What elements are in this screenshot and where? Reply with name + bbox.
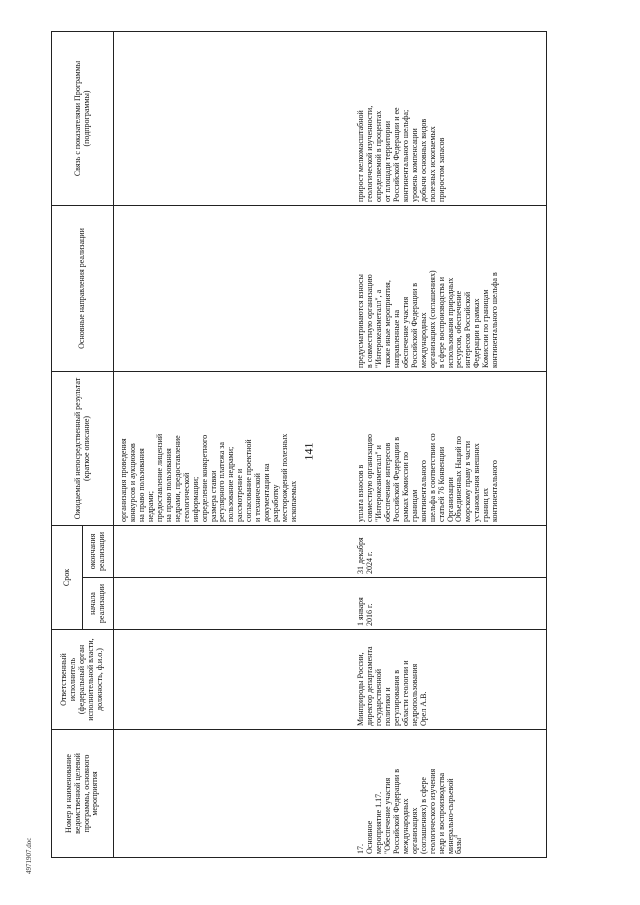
table-row-continuation bbox=[114, 31, 352, 857]
link-line: геологической изученности, bbox=[364, 105, 374, 202]
link-line: добычи основных видов bbox=[418, 118, 428, 202]
header-responsible-executor: Ответственный исполнитель (федеральный орган исполнительной власти, должность, ф.и.о.) bbox=[52, 630, 114, 730]
executor-line: Орел А.В. bbox=[418, 691, 428, 726]
start-date-line: 2016 г. bbox=[364, 603, 374, 626]
result-line: совместную организацию bbox=[364, 434, 374, 522]
name-line: организациях bbox=[409, 807, 419, 854]
header-term: Срок bbox=[52, 525, 83, 629]
cont-cell-end bbox=[114, 525, 352, 577]
header-expected-result: Ожидаемый непосредственный результат (краткое описание) bbox=[52, 371, 114, 525]
directions-line: "Интерокеанметалл", а bbox=[373, 289, 383, 368]
result-line: организация проведения bbox=[119, 438, 128, 522]
directions-line: в совместную организацию bbox=[364, 274, 374, 368]
result-line: уплата взносов в bbox=[356, 464, 365, 522]
row17-cell-directions bbox=[351, 205, 547, 371]
result-line: пользование недрами; bbox=[226, 446, 236, 522]
directions-line: обеспечение участия bbox=[400, 296, 410, 368]
result-line: установления внешних bbox=[472, 443, 482, 522]
result-line: рамках Комиссии по bbox=[400, 451, 410, 522]
executor-line: регулирования в bbox=[391, 670, 401, 726]
name-line: недр и воспроизводства bbox=[436, 772, 446, 854]
link-line: от площади территории bbox=[382, 120, 392, 202]
name-line: "Обеспечение участия bbox=[382, 777, 392, 854]
cont-cell-start bbox=[114, 578, 352, 630]
name-line: (соглашениях) в сфере bbox=[418, 777, 428, 854]
result-line: определение конкретного bbox=[199, 434, 209, 522]
result-line: Российской Федерации в bbox=[391, 437, 401, 522]
result-line: месторождений полезных bbox=[280, 433, 290, 522]
result-line: обеспечение интересов bbox=[382, 442, 392, 522]
row17-cell-result bbox=[351, 371, 547, 525]
link-line: Российской Федерации и ее bbox=[391, 107, 401, 202]
result-line: Объединенных Наций по bbox=[454, 436, 464, 522]
cont-cell-name bbox=[114, 730, 352, 858]
header-link-indicators: Связь с показателями Программы (подпрограммы) bbox=[52, 31, 114, 205]
name-line: Основное bbox=[364, 820, 374, 854]
header-term-end: окончания реализации bbox=[83, 525, 114, 577]
result-line: ископаемых bbox=[289, 480, 299, 522]
executor-line: области геологии и bbox=[400, 660, 410, 726]
row17-cell-start bbox=[351, 578, 547, 630]
cont-cell-executor bbox=[114, 630, 352, 730]
result-line: предоставление лицензий bbox=[154, 433, 164, 522]
result-line: Организации bbox=[445, 477, 455, 522]
result-line: континентального bbox=[418, 460, 428, 522]
cont-cell-directions bbox=[114, 205, 352, 371]
result-line: рассмотрение и bbox=[235, 468, 245, 522]
result-line: и технической bbox=[253, 473, 263, 522]
result-line: границ их bbox=[481, 488, 491, 522]
result-line: статьей 76 Конвенции bbox=[436, 446, 446, 522]
table-row-17 bbox=[351, 31, 547, 857]
page-number: 141 bbox=[301, 442, 316, 461]
directions-line: направленные на bbox=[391, 309, 401, 368]
directions-line: континентального шельфа в bbox=[490, 272, 500, 368]
header-main-directions: Основные направления реализации bbox=[52, 205, 114, 371]
executor-line: государственной bbox=[373, 668, 383, 726]
header-program-number-name: Номер и наименование ведомственной целевой программы, основного мероприятия bbox=[52, 730, 114, 858]
result-line: "Интерокеанметалл" и bbox=[373, 445, 383, 522]
directions-line: Комиссии по границам bbox=[481, 289, 491, 368]
name-line: международных bbox=[400, 798, 410, 854]
directions-line: интересов Российской bbox=[463, 291, 473, 368]
directions-line: Федерации в рамках bbox=[472, 298, 482, 368]
row17-cell-executor bbox=[351, 630, 547, 730]
result-line: разработку bbox=[271, 484, 281, 522]
name-line: мероприятие 1.17. bbox=[373, 791, 383, 854]
result-line: информации; bbox=[190, 476, 200, 522]
directions-line: использования природных bbox=[445, 277, 455, 368]
directions-line: предусматриваются взносы bbox=[356, 274, 365, 368]
result-line: регулярного платежа за bbox=[217, 442, 227, 522]
cont-cell-result bbox=[114, 371, 352, 525]
result-line: на право пользования bbox=[163, 448, 173, 522]
row17-cell-end bbox=[351, 525, 547, 577]
result-line: границам bbox=[409, 489, 419, 522]
result-line: континентального bbox=[490, 460, 500, 522]
name-line: Российской Федерации в bbox=[391, 769, 401, 854]
result-line: согласование проектной bbox=[244, 439, 254, 522]
rotated-sheet bbox=[51, 32, 612, 858]
executor-line: недропользования bbox=[409, 663, 419, 726]
name-line: геологического изучения bbox=[427, 768, 437, 854]
link-line: приростом запасов bbox=[436, 137, 446, 202]
name-line: минерально-сырьевой bbox=[445, 778, 455, 854]
result-line: морскому праву в части bbox=[463, 440, 473, 522]
link-line: уровень компенсации bbox=[409, 128, 419, 202]
cont-cell-link bbox=[114, 31, 352, 205]
end-date-line: 31 декабря bbox=[356, 537, 365, 574]
directions-line: в сфере воспроизводства и bbox=[436, 276, 446, 368]
result-line: на право пользования bbox=[136, 448, 146, 522]
result-line: конкурсов и аукционов bbox=[127, 443, 137, 522]
header-term-start: начала реализации bbox=[83, 578, 114, 630]
link-line: полезных ископаемых bbox=[427, 126, 437, 202]
link-line: прирост мелкомасштабной bbox=[356, 110, 365, 202]
result-line: недрами, предоставление bbox=[172, 435, 182, 522]
link-line: континентального шельфа; bbox=[400, 109, 410, 202]
link-line: определяемой в процентах bbox=[373, 110, 383, 202]
row17-cell-link bbox=[351, 31, 547, 205]
directions-line: международных bbox=[418, 312, 428, 368]
row-number: 17. bbox=[356, 844, 365, 854]
directions-line: Российской Федерации в bbox=[409, 283, 419, 368]
result-line: шельфа в соответствии со bbox=[427, 433, 437, 522]
result-line: документации на bbox=[262, 463, 272, 522]
footer-document-code: 4971907.doc bbox=[25, 837, 33, 874]
row17-cell-name bbox=[351, 730, 547, 858]
directions-line: также иные мероприятия, bbox=[382, 280, 392, 368]
start-date-line: 1 января bbox=[356, 597, 365, 626]
result-line: геологической bbox=[181, 472, 191, 522]
result-line: недрами; bbox=[145, 491, 155, 522]
end-date-line: 2024 г. bbox=[364, 551, 374, 574]
program-table bbox=[51, 31, 547, 858]
executor-line: Минприроды России, bbox=[356, 652, 365, 726]
directions-line: ресурсов, обеспечение bbox=[454, 290, 464, 368]
directions-line: организациях (соглашениях) bbox=[427, 270, 437, 368]
name-line: базы" bbox=[454, 834, 464, 854]
executor-line: политики и bbox=[382, 687, 392, 726]
result-line: размера ставки bbox=[208, 470, 218, 522]
executor-line: директор департамента bbox=[364, 646, 374, 726]
